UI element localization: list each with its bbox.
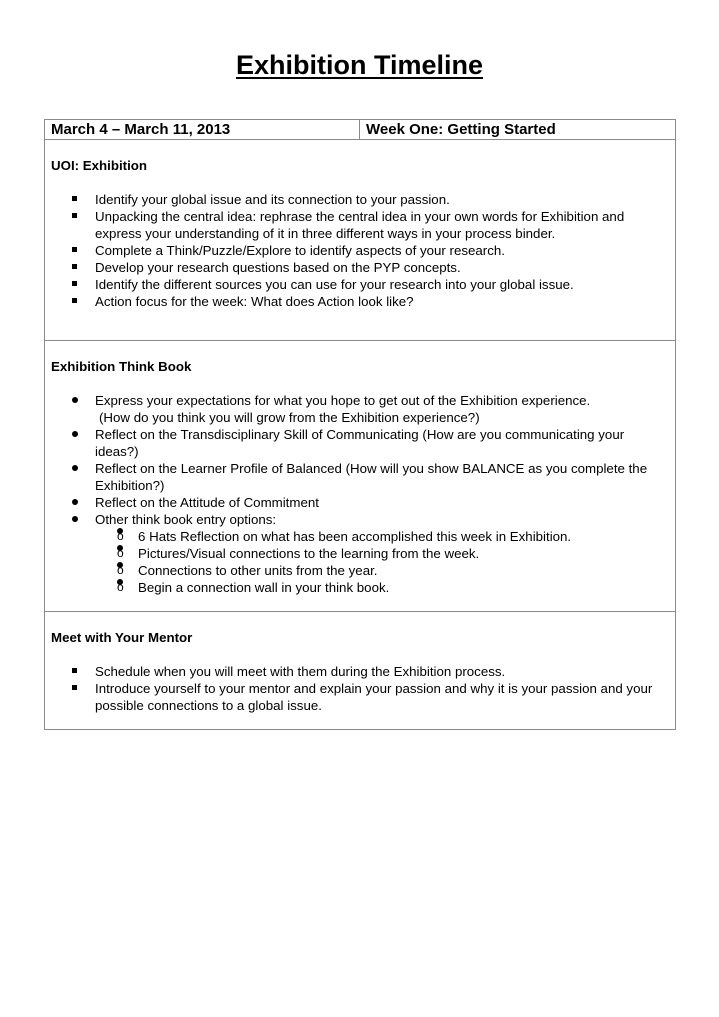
list-item: Unpacking the central idea: rephrase the central idea in your own words for Exhibition and express your understanding of it in three different ways in your process binder. [51,208,669,242]
disc-bullet-icon [72,397,78,403]
section-heading: UOI: Exhibition [51,158,148,173]
list-item: Reflect on the Transdisciplinary Skill of Communicating (How are you communicating your ideas?) [51,426,669,460]
circle-bullet-icon: o [117,529,124,543]
square-bullet-icon [72,668,77,673]
list-item: Complete a Think/Puzzle/Explore to identify aspects of your research. [51,242,669,259]
entry-options-list [95,528,669,596]
mentor-task-list [51,663,669,714]
date-range-cell: March 4 – March 11, 2013 [45,120,360,140]
list-item: Reflect on the Learner Profile of Balanced (How will you show BALANCE as you complete the Exhibition?) [51,460,669,494]
sub-list-item: o 6 Hats Reflection on what has been accomplished this week in Exhibition. [117,529,572,544]
list-item: Schedule when you will meet with them during the Exhibition process. [51,663,669,680]
list-item: Express your expectations for what you hope to get out of the Exhibition experience. (How do you think you will grow from the Exhibition experience?) [51,392,669,426]
section-uoi-cell [45,140,676,341]
circle-bullet-icon: o [117,580,124,594]
disc-bullet-icon [72,465,78,471]
section-think-book-row [45,341,676,612]
think-book-list [51,392,669,596]
square-bullet-icon [72,685,77,690]
disc-bullet-icon [72,499,78,505]
square-bullet-icon [72,281,77,286]
disc-bullet-icon [72,516,78,522]
section-uoi-row [45,140,676,341]
timeline-table [44,119,676,730]
header-row [45,120,676,140]
document-title: Exhibition Timeline [235,50,484,80]
list-item: Identify your global issue and its connection to your passion. [51,191,669,208]
sub-list-item: o Connections to other units from the year. [117,563,378,578]
sub-list-item: o Pictures/Visual connections to the learning from the week. [117,546,480,561]
square-bullet-icon [72,196,77,201]
square-bullet-icon [72,247,77,252]
list-item: Reflect on the Attitude of Commitment [51,494,669,511]
section-think-book-cell [45,341,676,612]
item-note: (How do you think you will grow from the Exhibition experience?) [99,410,480,425]
section-mentor-row [45,612,676,730]
circle-bullet-icon: o [117,546,124,560]
list-item: Introduce yourself to your mentor and explain your passion and why it is your passion and your possible connections to a global issue. [51,680,669,714]
sub-list-item: o Begin a connection wall in your think book. [117,580,390,595]
list-item: Action focus for the week: What does Action look like? [51,293,669,310]
square-bullet-icon [72,213,77,218]
section-mentor-cell [45,612,676,730]
list-item: Identify the different sources you can use for your research into your global issue. [51,276,669,293]
section-heading: Meet with Your Mentor [51,630,193,645]
week-title-cell: Week One: Getting Started [360,120,676,140]
disc-bullet-icon [72,431,78,437]
list-item: Develop your research questions based on the PYP concepts. [51,259,669,276]
list-item: Other think book entry options: o 6 Hats Reflection on what has been accomplished this week in Exhibition. o Pictures/Visual connections to the learning from the week. o Connections to other units from the year. o Begin a connection wall in your think book. [51,511,669,596]
section-heading: Exhibition Think Book [51,359,192,374]
square-bullet-icon [72,264,77,269]
uoi-task-list [51,191,669,310]
square-bullet-icon [72,298,77,303]
circle-bullet-icon: o [117,563,124,577]
